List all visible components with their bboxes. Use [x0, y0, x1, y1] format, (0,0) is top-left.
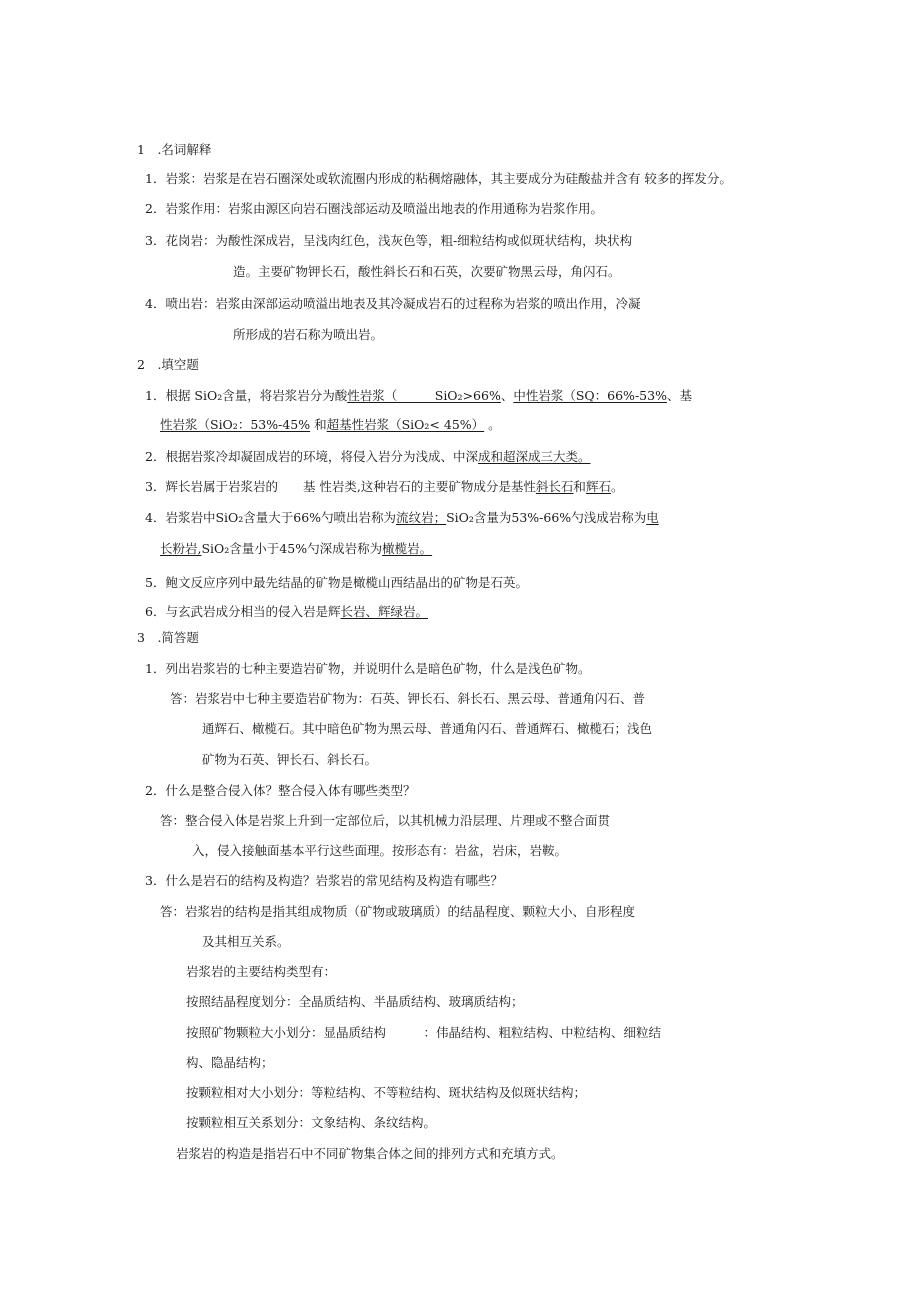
answer-basic: 性岩浆（SiO₂：53%-45%: [160, 417, 311, 432]
text-segment: 、基: [666, 388, 692, 403]
answer-1-line3: 矿物为石英、钾长石、斜长石。: [202, 752, 378, 767]
definition-granite-line2: 造。主要矿物钾长石，酸性斜长石和石英，次要矿物黑云母，角闪石。: [233, 264, 621, 279]
answer-acidic: 性岩浆（ SiO₂>66%: [347, 388, 501, 403]
definition-magmatism: 2．岩浆作用：岩浆由源区向岩石圈浅部运动及喷溢出地表的作用通称为岩浆作用。: [145, 201, 603, 216]
answer-3-by-grain-size-line1: 按照矿物颗粒大小划分：显晶质结构 ：伟晶结构、粗粒结构、中粒结构、细粒结: [186, 1025, 662, 1040]
text-segment: 3．辉长岩属于岩浆岩的 基 性岩类,这种岩石的主要矿物成分是基性: [145, 479, 536, 494]
answer-pyroxene: 辉石: [585, 479, 611, 494]
answer-porphyrite-start: 电: [646, 510, 659, 525]
text-segment: 6．与玄武岩成分相当的侵入岩是辉: [145, 604, 341, 619]
answer-3-structure-heading: 岩浆岩的主要结构类型有：: [186, 964, 337, 979]
text-segment: 1．根据 SiO₂含量，将岩浆岩分为酸: [145, 388, 348, 403]
answer-3-line2: 及其相互关系。: [202, 934, 290, 949]
answer-1-line2: 通辉石、橄榄石。其中暗色矿物为黑云母、普通角闪石、普通辉石、橄榄石；浅色: [202, 721, 653, 736]
answer-3-by-grain-size-line2: 构、隐晶结构；: [186, 1055, 274, 1070]
text-segment: 。: [610, 479, 624, 494]
fill-question-4-line1: [145, 510, 659, 526]
text-segment: 4．岩浆岩中SiO₂含量大于66%勺喷出岩称为: [145, 510, 397, 525]
answer-2-line2: 入，侵入接触面基本平行这些面理。按形态有：岩盆，岩床，岩鞍。: [192, 843, 568, 858]
text-segment: 2．根据岩浆冷却凝固成岩的环境，将侵入岩分为浅成、中深: [145, 449, 478, 464]
answer-plagioclase: 斜长石: [535, 479, 574, 494]
short-question-1: 1．列出岩浆岩的七种主要造岩矿物，并说明什么是暗色矿物，什么是浅色矿物。: [145, 661, 591, 676]
answer-3-by-relationship: 按颗粒相互关系划分：文象结构、条纹结构。: [186, 1115, 437, 1130]
text-segment: 和: [310, 417, 327, 432]
text-segment: SiO₂含量小于45%勺深成岩称为: [201, 541, 383, 556]
answer-3-line1: 答：岩浆岩的结构是指其组成物质（矿物或玻璃质）的结晶程度、颗粒大小、自形程度: [160, 904, 636, 919]
definition-extrusive-line1: 4．喷出岩：岩浆由深部运动喷溢出地表及其冷凝成岩石的过程称为岩浆的喷出作用，冷凝: [145, 296, 641, 311]
fill-question-2: [145, 449, 590, 465]
fill-question-6: [145, 604, 428, 620]
section-title-fill-blank: 2 .填空题: [137, 357, 199, 372]
answer-1-line1: 答：岩浆岩中七种主要造岩矿物为：石英、钾长石、斜长石、黑云母、普通角闪石、普: [170, 691, 646, 706]
text-segment: 、: [500, 388, 514, 403]
text-segment: 。: [484, 417, 501, 432]
answer-depth-classes: 成和超深成三大类。: [477, 449, 591, 464]
answer-3-by-relative-size: 按颗粒相对大小划分：等粒结构、不等粒结构、斑状结构及似斑状结构；: [186, 1085, 587, 1100]
answer-ultrabasic: 超基性岩浆（SiO₂< 45%）: [326, 417, 485, 432]
definition-extrusive-line2: 所形成的岩石称为喷出岩。: [233, 327, 384, 342]
answer-peridotite: 橄榄岩。: [382, 541, 433, 556]
answer-2-line1: 答：整合侵入体是岩浆上升到一定部位后，以其机械力沿层理、片理或不整合面贯: [160, 813, 611, 828]
answer-gabbro-diabase: 长岩、辉绿岩。: [340, 604, 428, 619]
short-question-3: 3．什么是岩石的结构及构造？岩浆岩的常见结构及构造有哪些？: [145, 873, 503, 888]
answer-porphyrite-end: 长粉岩,: [160, 541, 202, 556]
fill-question-1-line2: [160, 417, 501, 433]
fill-question-3: [145, 479, 623, 495]
fill-question-1-line1: [145, 388, 692, 404]
answer-3-structure-definition: 岩浆岩的构造是指岩石中不同矿物集合体之间的排列方式和充填方式。: [176, 1146, 564, 1161]
definition-granite-line1: 3．花岗岩：为酸性深成岩，呈浅肉红色，浅灰色等，粗-细粒结构或似斑状结构，块状构: [145, 233, 633, 248]
fill-question-4-line2: [160, 541, 432, 557]
definition-magma: 1．岩浆：岩浆是在岩石圈深处或软流圈内形成的粘稠熔融体，其主要成分为硅酸盐并含有 较多的挥发分。: [145, 171, 732, 186]
text-segment: SiO₂含量为53%-66%勺浅成岩称为: [446, 510, 647, 525]
fill-question-5: 5．鲍文反应序列中最先结晶的矿物是橄榄山西结晶出的矿物是石英。: [145, 575, 528, 590]
section-title-definitions: 1 .名词解释: [137, 142, 212, 157]
answer-intermediate: 中性岩浆（SQ：66%-53%: [513, 388, 667, 403]
short-question-2: 2．什么是整合侵入体？整合侵入体有哪些类型？: [145, 783, 416, 798]
section-title-short-answer: 3 .简答题: [137, 630, 199, 645]
answer-3-by-crystallinity: 按照结晶程度划分：全晶质结构、半晶质结构、玻璃质结构；: [186, 994, 524, 1009]
text-segment: 和: [573, 479, 586, 494]
answer-rhyolite: 流纹岩；: [396, 510, 447, 525]
